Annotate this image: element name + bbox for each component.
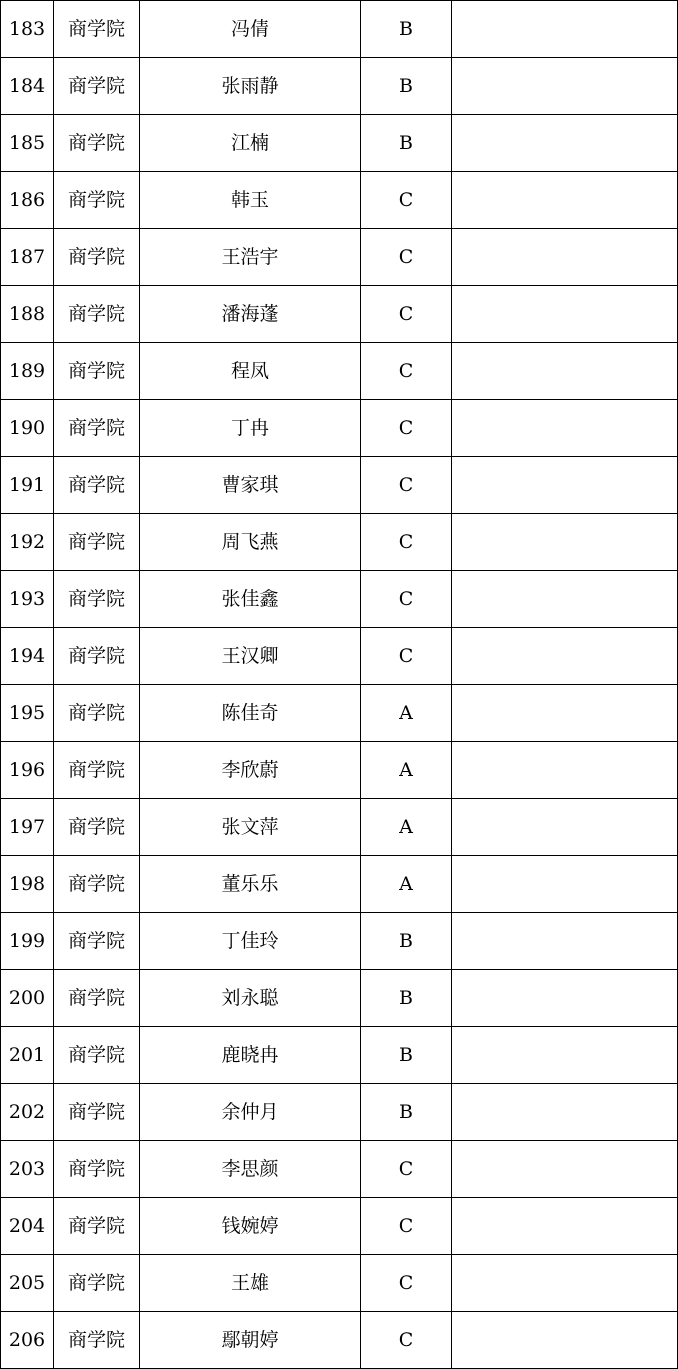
note-cell	[452, 571, 678, 628]
school-cell: 商学院	[54, 58, 140, 115]
school-cell: 商学院	[54, 628, 140, 685]
table-row	[1, 742, 678, 799]
school-cell: 商学院	[54, 400, 140, 457]
student-name-cell: 丁佳玲	[140, 913, 361, 970]
row-index-cell: 191	[1, 457, 54, 514]
school-cell: 商学院	[54, 1027, 140, 1084]
row-index-cell: 201	[1, 1027, 54, 1084]
student-name-cell: 鄢朝婷	[140, 1312, 361, 1369]
row-index-cell: 190	[1, 400, 54, 457]
school-cell: 商学院	[54, 685, 140, 742]
note-cell	[452, 400, 678, 457]
table-row	[1, 58, 678, 115]
note-cell	[452, 1312, 678, 1369]
student-name-cell: 冯倩	[140, 1, 361, 58]
grade-cell: C	[361, 343, 452, 400]
student-name-cell: 陈佳奇	[140, 685, 361, 742]
note-cell	[452, 1141, 678, 1198]
school-cell: 商学院	[54, 457, 140, 514]
grade-cell: C	[361, 1141, 452, 1198]
grade-cell: B	[361, 970, 452, 1027]
school-cell: 商学院	[54, 343, 140, 400]
row-index-cell: 198	[1, 856, 54, 913]
note-cell	[452, 1027, 678, 1084]
note-cell	[452, 1, 678, 58]
table-row	[1, 1084, 678, 1141]
row-index-cell: 195	[1, 685, 54, 742]
school-cell: 商学院	[54, 1, 140, 58]
row-index-cell: 184	[1, 58, 54, 115]
table-row	[1, 1255, 678, 1312]
row-index-cell: 189	[1, 343, 54, 400]
row-index-cell: 202	[1, 1084, 54, 1141]
table-row	[1, 970, 678, 1027]
note-cell	[452, 970, 678, 1027]
grade-cell: C	[361, 172, 452, 229]
grade-cell: B	[361, 1084, 452, 1141]
table-row	[1, 1141, 678, 1198]
school-cell: 商学院	[54, 1084, 140, 1141]
table-row	[1, 1027, 678, 1084]
student-name-cell: 余仲月	[140, 1084, 361, 1141]
student-name-cell: 张雨静	[140, 58, 361, 115]
table-row	[1, 286, 678, 343]
school-cell: 商学院	[54, 1255, 140, 1312]
school-cell: 商学院	[54, 172, 140, 229]
note-cell	[452, 799, 678, 856]
grade-cell: C	[361, 628, 452, 685]
row-index-cell: 200	[1, 970, 54, 1027]
row-index-cell: 199	[1, 913, 54, 970]
school-cell: 商学院	[54, 514, 140, 571]
school-cell: 商学院	[54, 742, 140, 799]
student-name-cell: 王汉卿	[140, 628, 361, 685]
student-name-cell: 程凤	[140, 343, 361, 400]
row-index-cell: 187	[1, 229, 54, 286]
table-row	[1, 628, 678, 685]
note-cell	[452, 913, 678, 970]
table-row	[1, 514, 678, 571]
school-cell: 商学院	[54, 571, 140, 628]
note-cell	[452, 286, 678, 343]
student-name-cell: 董乐乐	[140, 856, 361, 913]
grade-cell: C	[361, 571, 452, 628]
note-cell	[452, 58, 678, 115]
school-cell: 商学院	[54, 1141, 140, 1198]
table-row	[1, 799, 678, 856]
grade-cell: B	[361, 115, 452, 172]
table-row	[1, 1, 678, 58]
note-cell	[452, 514, 678, 571]
student-name-cell: 江楠	[140, 115, 361, 172]
grade-cell: A	[361, 799, 452, 856]
row-index-cell: 204	[1, 1198, 54, 1255]
student-name-cell: 丁冉	[140, 400, 361, 457]
student-name-cell: 钱婉婷	[140, 1198, 361, 1255]
grade-cell: A	[361, 856, 452, 913]
table-row	[1, 913, 678, 970]
school-cell: 商学院	[54, 1312, 140, 1369]
row-index-cell: 205	[1, 1255, 54, 1312]
grade-cell: C	[361, 400, 452, 457]
row-index-cell: 206	[1, 1312, 54, 1369]
student-name-cell: 王雄	[140, 1255, 361, 1312]
row-index-cell: 185	[1, 115, 54, 172]
note-cell	[452, 685, 678, 742]
note-cell	[452, 457, 678, 514]
student-name-cell: 李思颜	[140, 1141, 361, 1198]
table-row	[1, 115, 678, 172]
table-row	[1, 172, 678, 229]
row-index-cell: 186	[1, 172, 54, 229]
row-index-cell: 192	[1, 514, 54, 571]
grade-cell: B	[361, 58, 452, 115]
grade-cell: C	[361, 1198, 452, 1255]
school-cell: 商学院	[54, 286, 140, 343]
row-index-cell: 194	[1, 628, 54, 685]
table-row	[1, 1198, 678, 1255]
school-cell: 商学院	[54, 1198, 140, 1255]
grade-cell: B	[361, 1027, 452, 1084]
row-index-cell: 196	[1, 742, 54, 799]
student-name-cell: 潘海蓬	[140, 286, 361, 343]
note-cell	[452, 628, 678, 685]
note-cell	[452, 856, 678, 913]
grade-cell: C	[361, 229, 452, 286]
table-row	[1, 343, 678, 400]
note-cell	[452, 1255, 678, 1312]
school-cell: 商学院	[54, 229, 140, 286]
student-name-cell: 王浩宇	[140, 229, 361, 286]
table-row	[1, 229, 678, 286]
note-cell	[452, 1198, 678, 1255]
note-cell	[452, 229, 678, 286]
row-index-cell: 183	[1, 1, 54, 58]
student-name-cell: 刘永聪	[140, 970, 361, 1027]
note-cell	[452, 115, 678, 172]
grade-cell: B	[361, 1, 452, 58]
table-row	[1, 1312, 678, 1369]
student-name-cell: 张文萍	[140, 799, 361, 856]
row-index-cell: 193	[1, 571, 54, 628]
grade-cell: C	[361, 457, 452, 514]
student-name-cell: 张佳鑫	[140, 571, 361, 628]
row-index-cell: 203	[1, 1141, 54, 1198]
student-name-cell: 周飞燕	[140, 514, 361, 571]
grade-cell: C	[361, 286, 452, 343]
table-row	[1, 457, 678, 514]
school-cell: 商学院	[54, 115, 140, 172]
student-name-cell: 韩玉	[140, 172, 361, 229]
row-index-cell: 188	[1, 286, 54, 343]
table-body	[1, 1, 678, 1369]
table-row	[1, 571, 678, 628]
table-row	[1, 400, 678, 457]
note-cell	[452, 343, 678, 400]
grade-cell: C	[361, 1255, 452, 1312]
school-cell: 商学院	[54, 799, 140, 856]
school-cell: 商学院	[54, 970, 140, 1027]
note-cell	[452, 1084, 678, 1141]
student-name-cell: 曹家琪	[140, 457, 361, 514]
grade-cell: C	[361, 514, 452, 571]
school-cell: 商学院	[54, 856, 140, 913]
grade-cell: C	[361, 1312, 452, 1369]
student-name-cell: 李欣蔚	[140, 742, 361, 799]
table-row	[1, 685, 678, 742]
table-row	[1, 856, 678, 913]
grade-cell: A	[361, 685, 452, 742]
grade-cell: A	[361, 742, 452, 799]
row-index-cell: 197	[1, 799, 54, 856]
grade-cell: B	[361, 913, 452, 970]
student-name-cell: 鹿晓冉	[140, 1027, 361, 1084]
school-cell: 商学院	[54, 913, 140, 970]
note-cell	[452, 742, 678, 799]
note-cell	[452, 172, 678, 229]
